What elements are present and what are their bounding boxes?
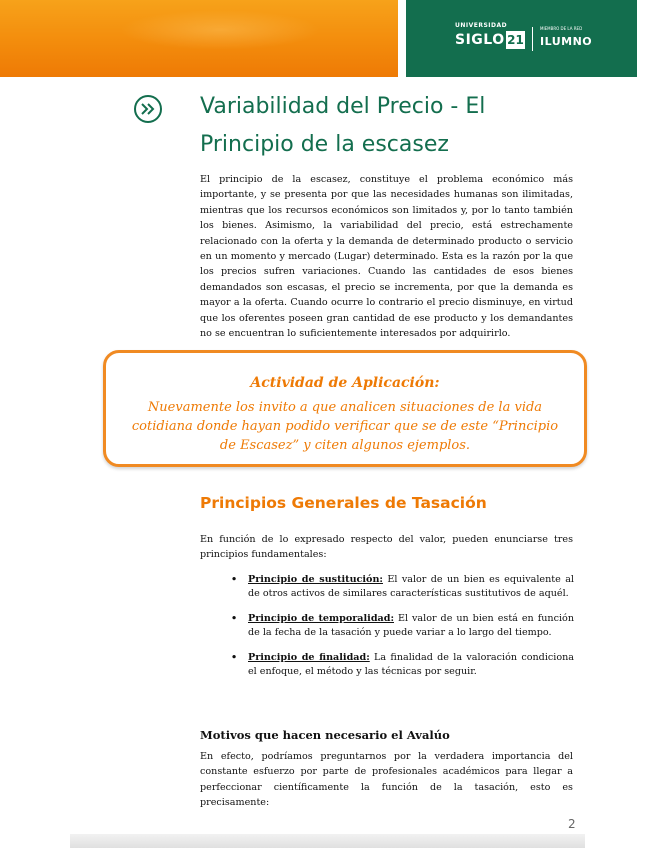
header-orange-banner (0, 0, 398, 77)
footer-bar (70, 834, 585, 848)
list-item (231, 612, 574, 639)
logo-ilumno-text: ILUMNO (540, 35, 593, 48)
logo-separator (532, 27, 533, 51)
principles-intro: En función de lo expresado respecto del valor, pueden enunciarse tres principios fundamentales: (200, 534, 573, 561)
principles-heading: Principios Generales de Tasación (200, 494, 487, 512)
bullet-icon: • (231, 652, 238, 664)
activity-title: Actividad de Aplicación: (250, 375, 440, 391)
principle-text: El valor de un bien es equivalente al de otros activos de similares características sustitutivos de aquél. (248, 574, 575, 599)
activity-box (103, 350, 587, 467)
logo-siglo-text: SIGLO (455, 32, 505, 48)
escasez-paragraph: El principio de la escasez, constituye el problema económico más importante, y se presenta por que las necesidades humanas son ilimitadas, mientras que los recursos económicos son limitados y, por lo tanto también los bienes. Asimismo, la variabilidad del precio, está estrechamente relacionado con la oferta y la demanda de determinado producto o servicio en un momento y mercado (Lugar) determinado. Esta es la razón por la que los precios sufren variaciones. Cuando las cantidades de esos bienes demandados son escasas, el precio se incrementa, por que la demanda es mayor a la oferta. Cuando ocurre lo contrario el precio disminuye, en virtud que los oferentes poseen gran cantidad de ese producto y los demandantes no se encuentran lo suficientemente interesados por adquirirlo. (200, 174, 573, 340)
motivos-paragraph: En efecto, podríamos preguntarnos por la verdadera importancia del constante esfuerzo por parte de profesionales académicos para llegar a perfeccionar científicamente la función de la tasación, esto es precisamente: (200, 751, 573, 809)
list-item (231, 651, 574, 678)
page-title-line-2: Principio de la escasez (200, 132, 449, 157)
page-title-line-1: Variabilidad del Precio - El (200, 94, 486, 119)
logo-21-badge: 21 (507, 33, 524, 47)
bullet-icon: • (231, 574, 238, 585)
principle-term: Principio de sustitución: (248, 574, 383, 585)
double-chevron-right-icon (134, 95, 162, 123)
page-title (200, 88, 600, 164)
logo-member-text: MIEMBRO DE LA RED (540, 26, 583, 31)
list-item (231, 573, 574, 600)
principle-text: El valor de un bien está en función de la fecha de la tasación y puede variar a lo largo del tiempo. (248, 613, 574, 638)
logo-universidad-text: UNIVERSIDAD (455, 22, 508, 29)
motivos-heading: Motivos que hacen necesario el Avalúo (200, 728, 450, 742)
principles-list (231, 573, 574, 691)
page-number: 2 (568, 817, 576, 831)
principle-text: La finalidad de la valoración condiciona el enfoque, el método y las técnicas por seguir. (248, 652, 574, 677)
activity-body: Nuevamente los invito a que analicen situaciones de la vida cotidiana donde hayan podido verificar que se de este “Principio de Escasez” y citen algunos ejemplos. (131, 400, 559, 453)
bullet-icon: • (231, 613, 238, 625)
principle-term: Principio de finalidad: (248, 652, 370, 664)
principle-term: Principio de temporalidad: (248, 613, 394, 625)
